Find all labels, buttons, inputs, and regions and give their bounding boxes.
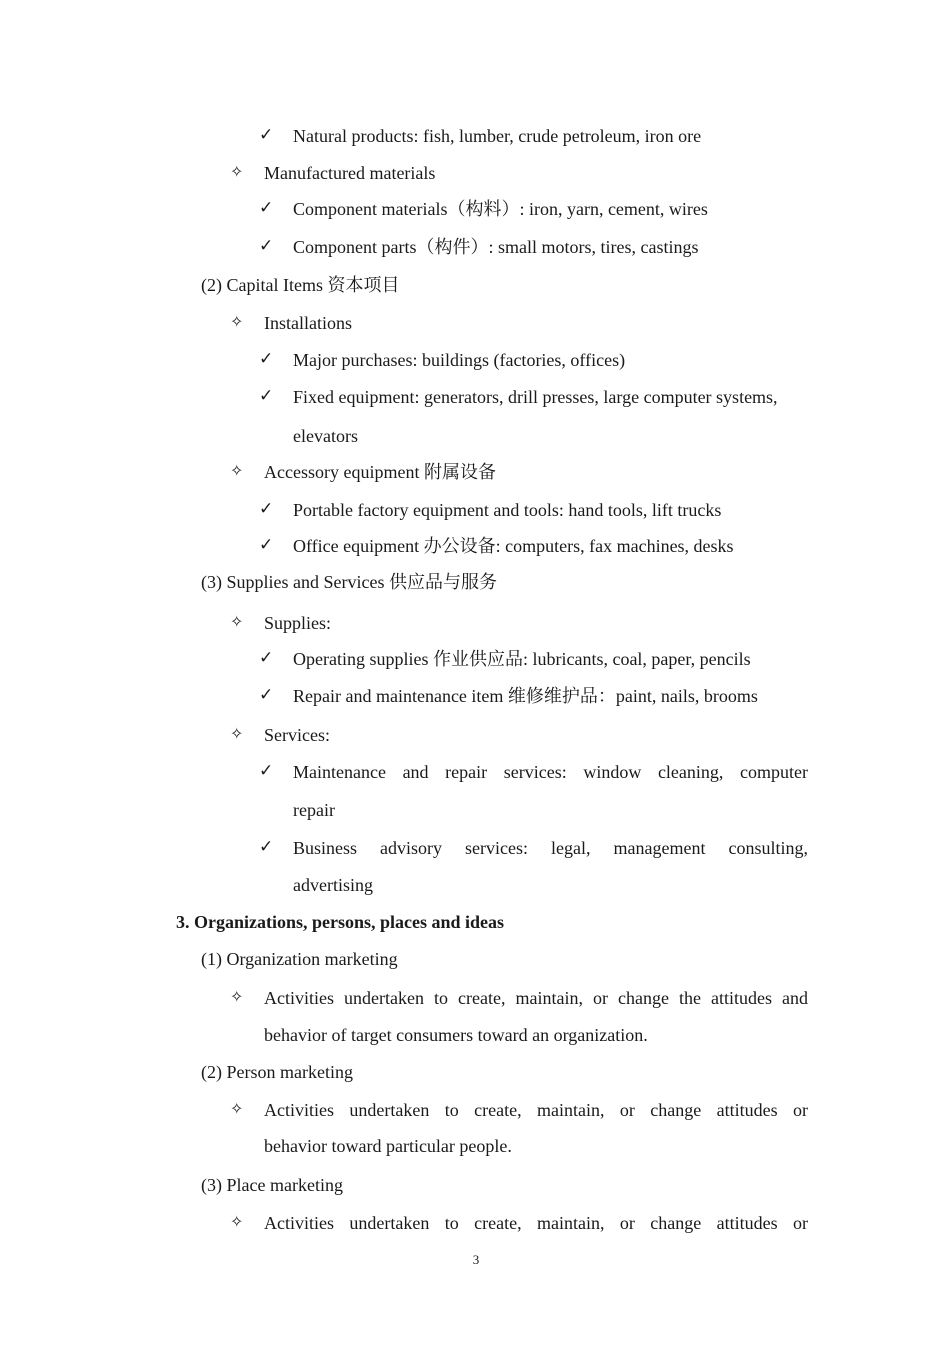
- check-icon: ✓: [259, 499, 274, 519]
- check-icon: ✓: [259, 648, 274, 668]
- subheading-services: Services:: [264, 725, 330, 745]
- bullet-portable-equipment: Portable factory equipment and tools: hand tools, lift trucks: [293, 500, 722, 520]
- heading-organizations-persons-places-ideas: 3. Organizations, persons, places and ideas: [176, 912, 505, 932]
- diamond-icon: ✧: [230, 1099, 244, 1118]
- section-supplies-services: (3) Supplies and Services 供应品与服务: [201, 572, 497, 592]
- diamond-icon: ✧: [230, 461, 244, 480]
- bullet-maintenance-repair: Maintenance and repair services: window cleaning, computer: [293, 762, 808, 782]
- bullet-business-advisory-cont: advertising: [293, 875, 373, 895]
- subheading-accessory-equipment: Accessory equipment 附属设备: [264, 462, 496, 482]
- diamond-icon: ✧: [230, 987, 244, 1006]
- check-icon: ✓: [259, 386, 274, 406]
- section-organization-marketing: (1) Organization marketing: [201, 949, 398, 969]
- bullet-natural-products: Natural products: fish, lumber, crude petroleum, iron ore: [293, 126, 702, 146]
- page-number: 3: [472, 1252, 480, 1267]
- text-organization-marketing: Activities undertaken to create, maintain, or change the attitudes and: [264, 988, 808, 1008]
- text-person-marketing: Activities undertaken to create, maintain, or change attitudes or: [264, 1100, 808, 1120]
- diamond-icon: ✧: [230, 1212, 244, 1231]
- diamond-icon: ✧: [230, 312, 244, 331]
- subheading-installations: Installations: [264, 313, 352, 333]
- section-place-marketing: (3) Place marketing: [201, 1175, 343, 1195]
- bullet-office-equipment: Office equipment 办公设备: computers, fax machines, desks: [293, 536, 734, 556]
- check-icon: ✓: [259, 198, 274, 218]
- check-icon: ✓: [259, 535, 274, 555]
- bullet-maintenance-repair-cont: repair: [293, 800, 335, 820]
- bullet-operating-supplies: Operating supplies 作业供应品: lubricants, coal, paper, pencils: [293, 649, 751, 669]
- check-icon: ✓: [259, 349, 274, 369]
- check-icon: ✓: [259, 236, 274, 256]
- check-icon: ✓: [259, 761, 274, 781]
- bullet-component-materials: Component materials（构料）: iron, yarn, cement, wires: [293, 199, 708, 219]
- check-icon: ✓: [259, 685, 274, 705]
- diamond-icon: ✧: [230, 612, 244, 631]
- subheading-manufactured-materials: Manufactured materials: [264, 163, 436, 183]
- subheading-supplies: Supplies:: [264, 613, 332, 633]
- diamond-icon: ✧: [230, 724, 244, 743]
- bullet-component-parts: Component parts（构件）: small motors, tires, castings: [293, 237, 699, 257]
- diamond-icon: ✧: [230, 162, 244, 181]
- bullet-business-advisory: Business advisory services: legal, management consulting,: [293, 838, 808, 858]
- section-capital-items: (2) Capital Items 资本项目: [201, 275, 400, 295]
- bullet-major-purchases: Major purchases: buildings (factories, offices): [293, 350, 626, 370]
- text-organization-marketing-cont: behavior of target consumers toward an organization.: [264, 1025, 648, 1045]
- bullet-fixed-equipment: Fixed equipment: generators, drill presses, large computer systems,: [293, 387, 778, 407]
- check-icon: ✓: [259, 125, 274, 145]
- bullet-fixed-equipment-cont: elevators: [293, 426, 358, 446]
- section-person-marketing: (2) Person marketing: [201, 1062, 353, 1082]
- check-icon: ✓: [259, 837, 274, 857]
- bullet-repair-maintenance: Repair and maintenance item 维修维护品：paint, nails, brooms: [293, 686, 758, 706]
- text-place-marketing: Activities undertaken to create, maintain, or change attitudes or: [264, 1213, 808, 1233]
- text-person-marketing-cont: behavior toward particular people.: [264, 1136, 512, 1156]
